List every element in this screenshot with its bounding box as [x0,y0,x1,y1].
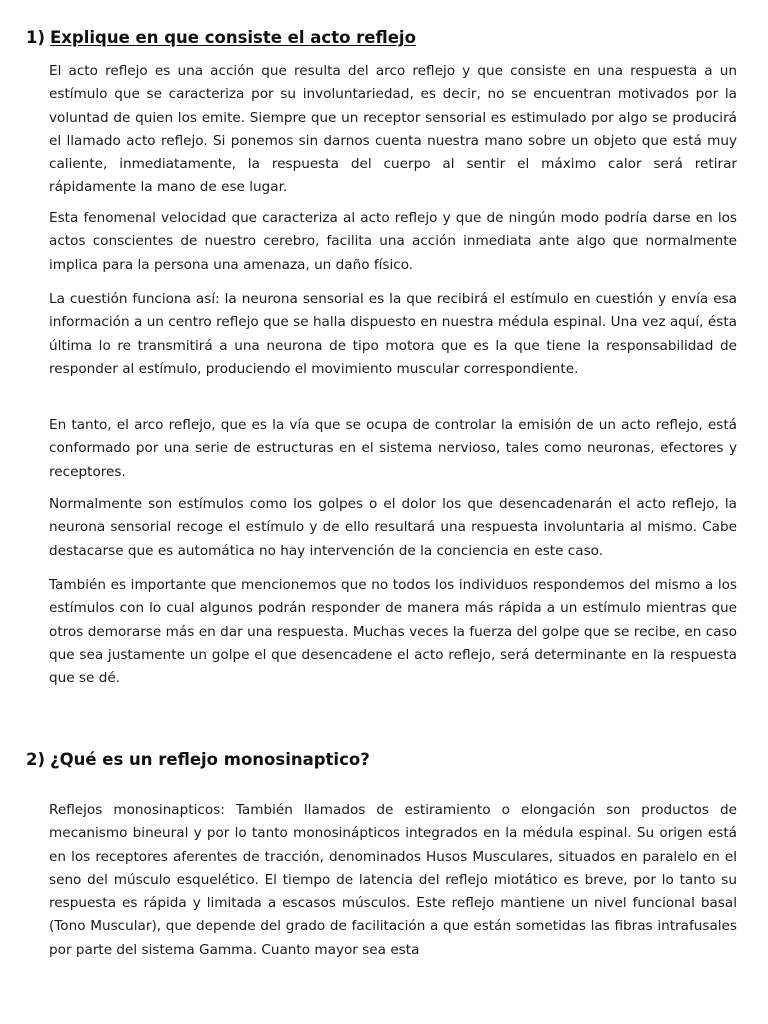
section-1-paragraph-3: La cuestión funciona así: la neurona sensorial es la que recibirá el estímulo en cuestión y envía esa información a un centro reflejo que se halla dispuesto en nuestra médula espinal. Una vez aquí, ésta última lo re transmitirá a una neurona de tipo motora que es la que tiene la responsabilidad de responder al estímulo, produciendo el movimiento muscular correspondiente. [49,291,737,377]
section-1-title: Explique en que consiste el acto reflejo [50,28,416,47]
section-1-number: 1) [26,28,46,47]
section-2-heading [26,749,370,771]
section-1-paragraph-6: También es importante que mencionemos que no todos los individuos respondemos del mismo a los estímulos con lo cual algunos podrán responder de manera más rápida a un estímulo mientras que otros demorarse más en dar una respuesta. Muchas veces la fuerza del golpe que se recibe, en caso que sea justamente un golpe el que desencadene el acto reflejo, será determinante en la respuesta que se dé. [49,577,737,687]
section-2-title: ¿Qué es un reflejo monosinaptico? [50,750,370,769]
section-2-paragraph-1: Reflejos monosinapticos: También llamados de estiramiento o elongación son productos de mecanismo bineural y por lo tanto monosinápticos integrados en la médula espinal. Su origen está en los receptores aferentes de tracción, denominados Husos Musculares, situados en paralelo en el seno del músculo esquelético. El tiempo de latencia del reflejo miotático es breve, por lo tanto su respuesta es rápida y limitada a escasos músculos. Este reflejo mantiene un nivel funcional basal (Tono Muscular), que depende del grado de facilitación a que están sometidas las fibras intrafusales por parte del sistema Gamma. Cuanto mayor sea esta [49,802,737,958]
section-1-paragraph-2: Esta fenomenal velocidad que caracteriza al acto reflejo y que de ningún modo podría darse en los actos conscientes de nuestro cerebro, facilita una acción inmediata ante algo que normalmente implica para la persona una amenaza, un daño físico. [49,210,737,273]
section-1-paragraph-5: Normalmente son estímulos como los golpes o el dolor los que desencadenarán el acto reflejo, la neurona sensorial recoge el estímulo y de ello resultará una respuesta involuntaria al mismo. Cabe destacarse que es automática no hay intervención de la conciencia en este caso. [49,496,737,559]
section-1-heading [26,27,416,49]
section-1-paragraph-1: El acto reflejo es una acción que resulta del arco reflejo y que consiste en una respuesta a un estímulo que se caracteriza por su involuntariedad, es decir, no se encuentran motivados por la voluntad de quien los emite. Siempre que un receptor sensorial es estimulado por algo se producirá el llamado acto reflejo. Si ponemos sin darnos cuenta nuestra mano sobre un objeto que está muy caliente, inmediatamente, la respuesta del cuerpo al sentir el máximo calor será retirar rápidamente la mano de ese lugar. [49,63,737,196]
section-2-number: 2) [26,750,46,769]
section-1-paragraph-4: En tanto, el arco reflejo, que es la vía que se ocupa de controlar la emisión de un acto reflejo, está conformado por una serie de estructuras en el sistema nervioso, tales como neuronas, efectores y receptores. [49,417,737,480]
